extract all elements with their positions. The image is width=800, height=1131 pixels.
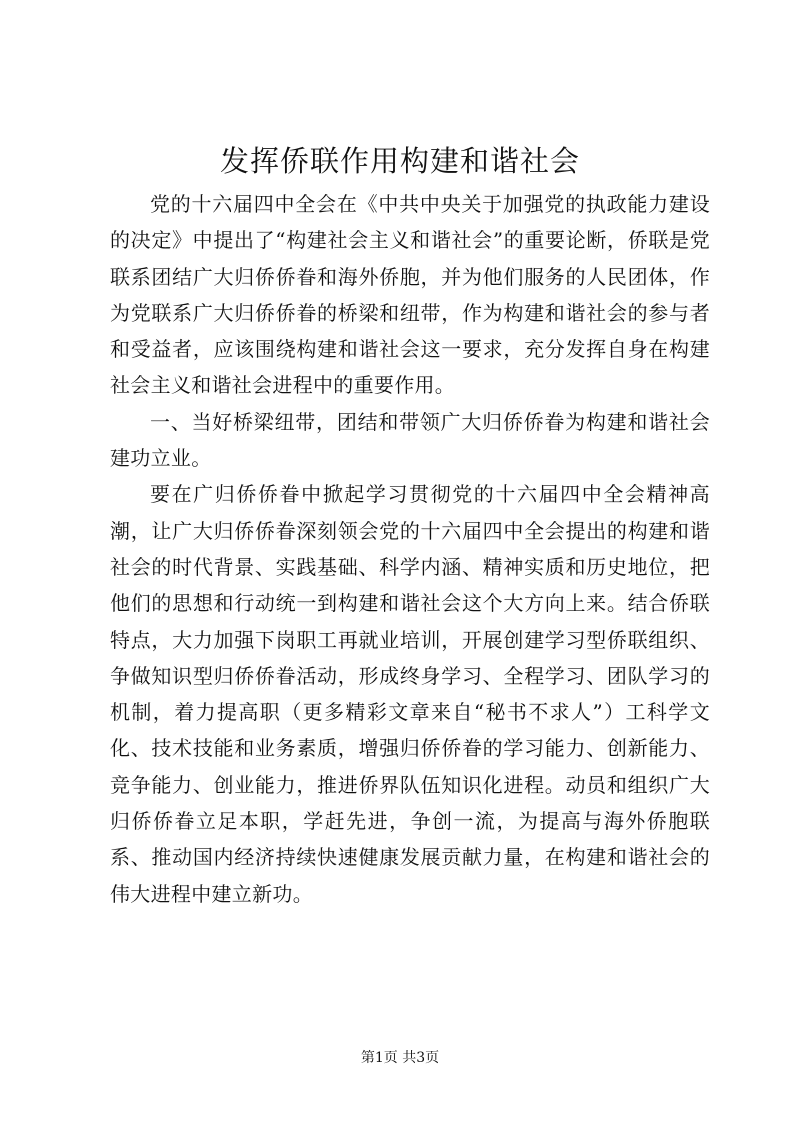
paragraph-section-body: 要在广归侨侨眷中掀起学习贯彻党的十六届四中全会精神高潮，让广大归侨侨眷深刻领会党的十六届四中全会提出的构建和谐社会的时代背景、实践基础、科学内涵、精神实质和历史地位，把他们的思想和行动统一到构建和谐社会这个大方向上来。结合侨联特点，大力加强下岗职工再就业培训，开展创建学习型侨联组织、争做知识型归侨侨眷活动，形成终身学习、全程学习、团队学习的机制，着力提高职（更多精彩文章来自“秘书不求人”）工科学文化、技术技能和业务素质，增强归侨侨眷的学习能力、创新能力、竞争能力、创业能力，推进侨界队伍知识化进程。动员和组织广大归侨侨眷立足本职，学赶先进，争创一流，为提高与海外侨胞联系、推动国内经济持续快速健康发展贡献力量，在构建和谐社会的伟大进程中建立新功。: [110, 482, 710, 906]
paragraph-section-heading: 一、当好桥梁纽带，团结和带领广大归侨侨眷为构建和谐社会建功立业。: [110, 409, 710, 471]
paragraph-intro: 党的十六届四中全会在《中共中央关于加强党的执政能力建设的决定》中提出了“构建社会主义和谐社会”的重要论断，侨联是党联系团结广大归侨侨眷和海外侨胞，并为他们服务的人民团体，作为党联系广大归侨侨眷的桥梁和纽带，作为构建和谐社会的参与者和受益者，应该围绕构建和谐社会这一要求，充分发挥自身在构建社会主义和谐社会进程中的重要作用。: [110, 192, 710, 398]
document-title: 发挥侨联作用构建和谐社会: [219, 144, 580, 178]
document-body: [110, 186, 710, 912]
page-number-footer: 第1页 共3页: [360, 1050, 440, 1066]
